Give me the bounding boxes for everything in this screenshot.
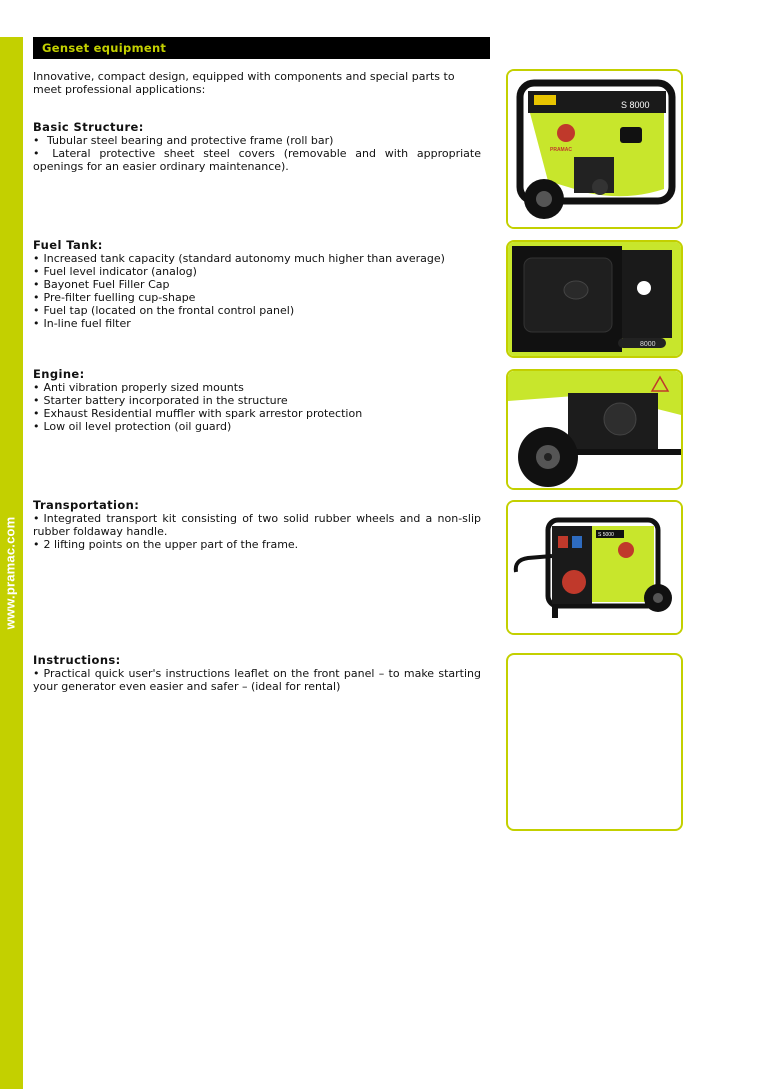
section-title: Transportation: bbox=[33, 498, 140, 512]
list-item: • 2 lifting points on the upper part of the frame. bbox=[33, 538, 481, 551]
section-title: Basic Structure: bbox=[33, 120, 144, 134]
section-title: Engine: bbox=[33, 367, 85, 381]
section-header-title: Genset equipment bbox=[42, 41, 167, 55]
photo-generator-frame bbox=[506, 69, 683, 229]
list-item: • Pre-filter fuelling cup-shape bbox=[33, 291, 481, 304]
section-engine bbox=[33, 368, 481, 433]
fuel-tank-illustration bbox=[508, 242, 681, 356]
list-item: • Bayonet Fuel Filler Cap bbox=[33, 278, 481, 291]
section-fuel-tank bbox=[33, 239, 481, 330]
section-title: Fuel Tank: bbox=[33, 238, 103, 252]
section-basic-structure bbox=[33, 121, 481, 173]
section-title: Instructions: bbox=[33, 653, 121, 667]
list-item: • Fuel tap (located on the frontal control panel) bbox=[33, 304, 481, 317]
photo-fuel-tank bbox=[506, 240, 683, 358]
section-header bbox=[33, 37, 490, 59]
model-label-small: 8000 bbox=[640, 341, 656, 348]
list-item: • Increased tank capacity (standard autonomy much higher than average) bbox=[33, 252, 481, 265]
section-transportation bbox=[33, 499, 481, 551]
list-item: • Anti vibration properly sized mounts bbox=[33, 381, 481, 394]
section-instructions bbox=[33, 654, 481, 693]
model-label-alt: S 5000 bbox=[598, 532, 614, 538]
photo-engine bbox=[506, 369, 683, 490]
generator-transport-illustration bbox=[508, 502, 681, 633]
website-url[interactable]: www.pramac.com bbox=[2, 516, 18, 630]
list-item: • Integrated transport kit consisting of two solid rubber wheels and a non-slip rubber foldaway handle. bbox=[33, 512, 481, 538]
photo-generator-transport bbox=[506, 500, 683, 635]
list-item: • Starter battery incorporated in the structure bbox=[33, 394, 481, 407]
model-label: S 8000 bbox=[621, 100, 650, 110]
list-item: • Low oil level protection (oil guard) bbox=[33, 420, 481, 433]
list-item: • In-line fuel filter bbox=[33, 317, 481, 330]
brand-label: PRAMAC bbox=[550, 147, 572, 153]
intro-paragraph: Innovative, compact design, equipped with components and special parts to meet professional applications: bbox=[33, 70, 455, 96]
list-item: • Tubular steel bearing and protective frame (roll bar) bbox=[33, 134, 481, 147]
engine-illustration bbox=[508, 371, 681, 488]
list-item: • Fuel level indicator (analog) bbox=[33, 265, 481, 278]
list-item: • Lateral protective sheet steel covers (removable and with appropriate openings for an easier ordinary maintenance). bbox=[33, 147, 481, 173]
photo-placeholder bbox=[506, 653, 683, 831]
list-item: • Exhaust Residential muffler with spark arrestor protection bbox=[33, 407, 481, 420]
list-item: • Practical quick user's instructions leaflet on the front panel – to make starting your generator even easier and safer – (ideal for rental) bbox=[33, 667, 481, 693]
side-accent-bar bbox=[0, 37, 23, 1089]
generator-frame-illustration bbox=[508, 71, 681, 227]
